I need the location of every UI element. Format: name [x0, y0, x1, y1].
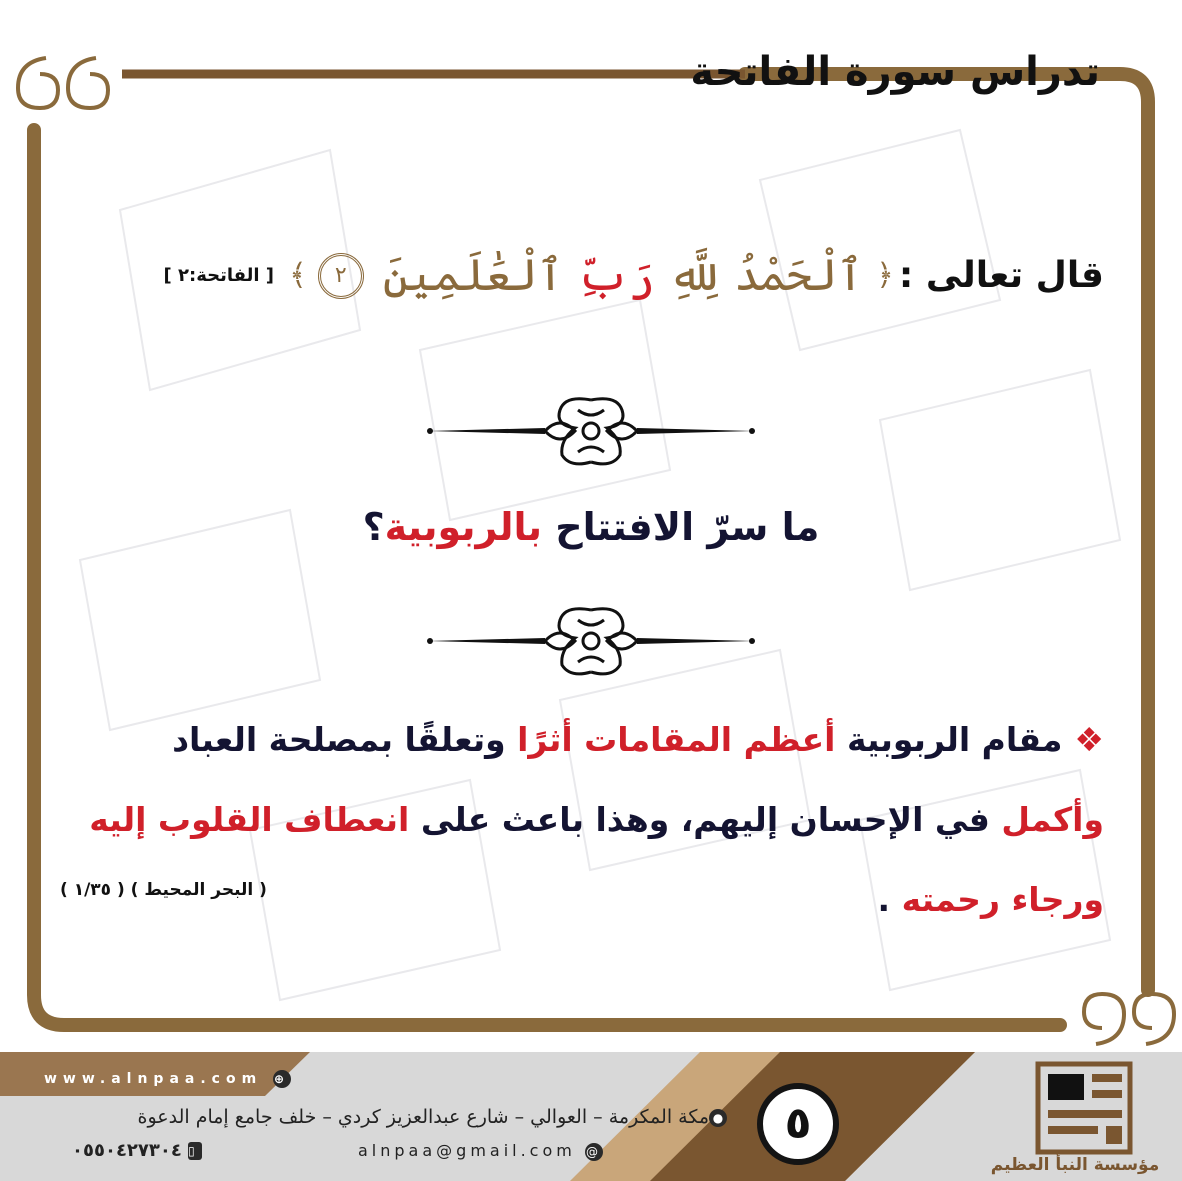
verse-text-end: ٱلْعَٰلَمِينَ: [382, 250, 564, 301]
ornament-divider-top: [427, 399, 755, 464]
phone-text: ٠٥٥٠٤٢٧٣٠٤: [72, 1140, 182, 1161]
body-highlight-1: أعظم المقامات أثرًا: [517, 720, 836, 759]
org-name: مؤسسة النبأ العظيم: [990, 1155, 1160, 1175]
email-link[interactable]: [358, 1141, 603, 1161]
location-pin-icon: ●: [709, 1109, 727, 1127]
question-main: ما سرّ الافتتاح: [542, 505, 820, 549]
verse-open-bracket-icon: ﴿: [876, 258, 894, 293]
body-part-1: مقام الربوبية: [835, 720, 1063, 759]
verse-close-bracket-icon: ﴾: [289, 258, 307, 293]
body-part-3: في الإحسان إليهم، وهذا باعث على: [409, 800, 1002, 839]
body-paragraph: [84, 700, 1104, 940]
website-text: www.alnpaa.com: [44, 1071, 263, 1087]
source-citation: ( البحر المحيط ) ( ١/٣٥ ): [60, 880, 267, 900]
verse-lead: قال تعالى :: [898, 255, 1104, 296]
website-link[interactable]: [44, 1070, 291, 1088]
question-mark: ؟: [362, 505, 385, 549]
verse-reference: [ الفاتحة:٢ ]: [163, 265, 274, 286]
verse-row: [64, 250, 1104, 320]
page-title: تدراس سورة الفاتحة: [690, 49, 1100, 95]
bullet-icon: ❖: [1074, 720, 1104, 759]
phone-number[interactable]: [72, 1140, 202, 1161]
body-part-4: .: [877, 880, 902, 919]
verse-number: ٢: [318, 253, 364, 299]
open-quote-icon: [18, 58, 108, 108]
mobile-phone-icon: ▯: [188, 1144, 203, 1158]
verse-text: [383, 250, 863, 301]
body-highlight-2: وأكمل: [1001, 800, 1104, 839]
close-quote-icon: [1084, 994, 1174, 1044]
verse-text-start: ٱلْحَمْدُ لِلَّهِ: [668, 250, 864, 301]
verse-text-highlight: رَبِّ: [577, 250, 655, 301]
email-text: alnpaa@gmail.com: [358, 1141, 576, 1160]
ornament-divider-bottom: [427, 609, 755, 674]
address-text: مكة المكرمة – العوالي – شارع عبدالعزيز كردي – خلف جامع إمام الدعوة: [137, 1106, 709, 1128]
globe-icon: ⊕: [274, 1072, 291, 1086]
question-heading: [0, 505, 1182, 549]
page-number-badge: ٥: [757, 1083, 839, 1165]
body-highlight-3: انعطاف القلوب إليه ورجاء رحمته: [89, 800, 1104, 919]
at-sign-icon: @: [585, 1144, 602, 1159]
question-highlight: بالربوبية: [384, 505, 543, 549]
body-part-2: وتعلقًا بمصلحة العباد: [172, 720, 518, 759]
address: [138, 1106, 727, 1128]
